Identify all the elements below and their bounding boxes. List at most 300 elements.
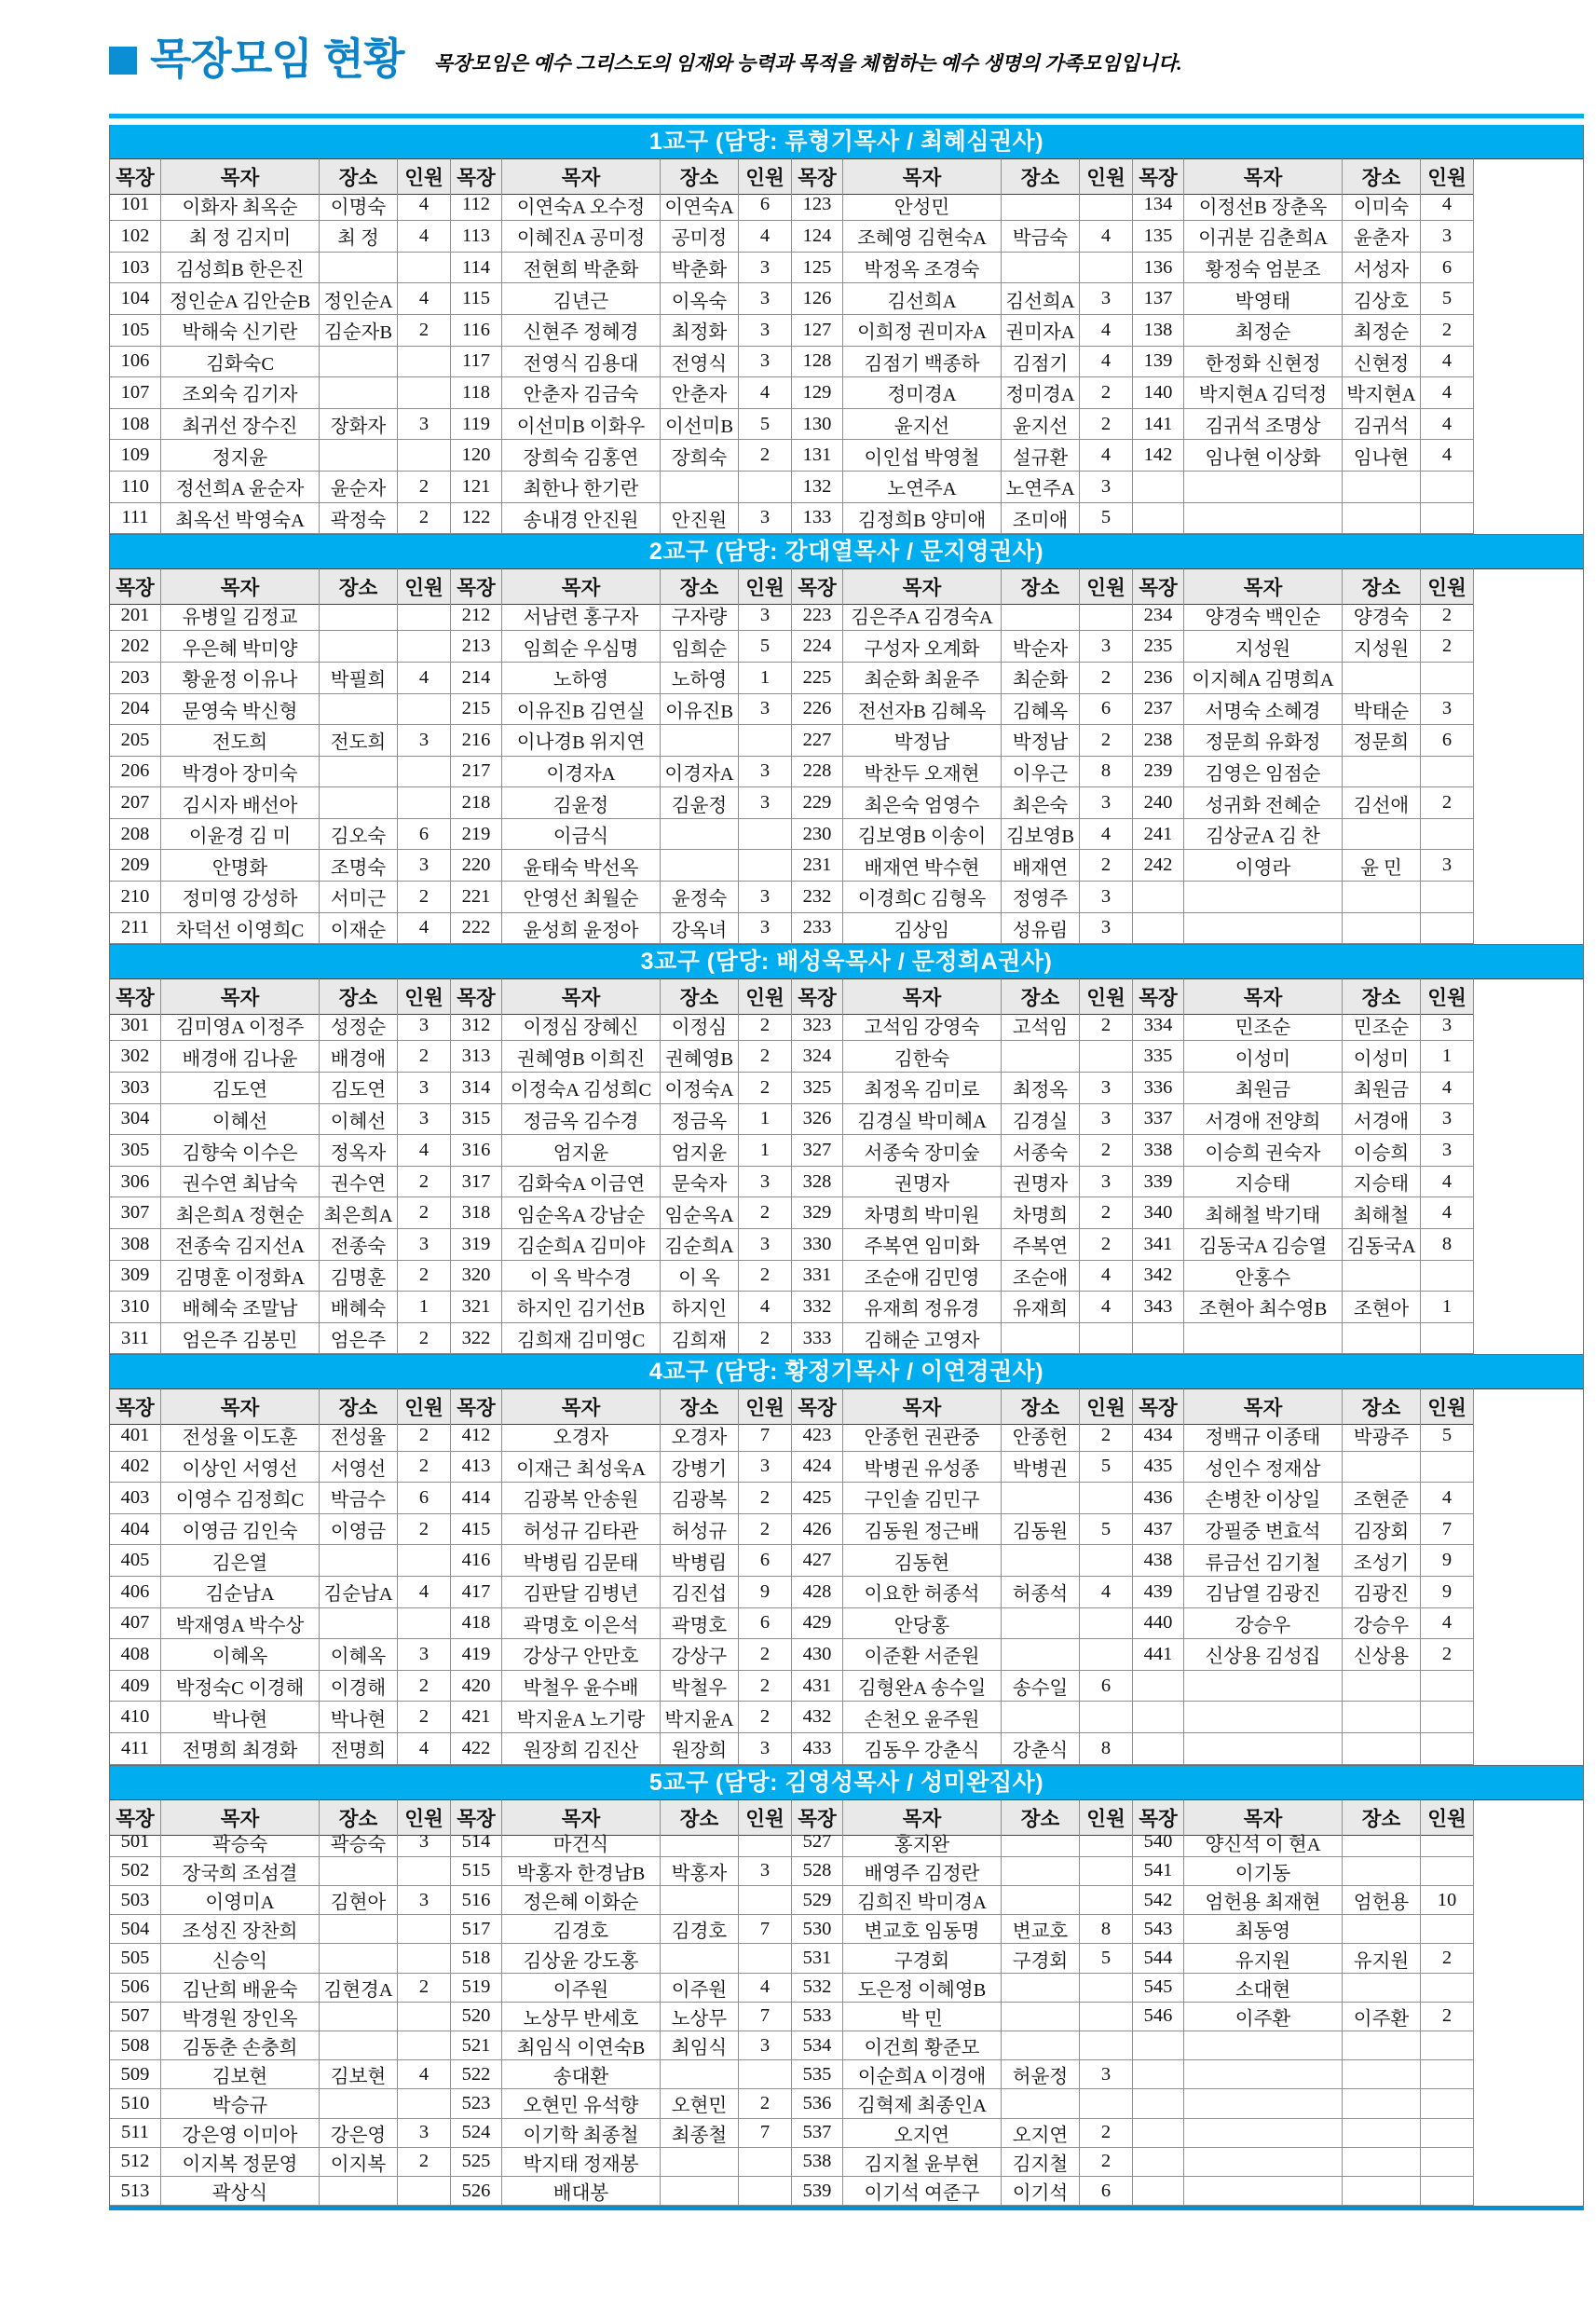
place-cell [1343,663,1421,694]
column-header-count-cell: 인원 [398,158,451,195]
count-cell [739,1828,792,1857]
place-cell [1002,1041,1080,1073]
mokjang-number-cell: 420 [451,1671,502,1702]
count-cell [1080,253,1133,284]
shepherd-names-cell: 김은주A 김경숙A [843,600,1002,632]
section-banner: 4교구 (담당: 황정기목사 / 이연경권사) [110,1355,1583,1388]
column-header-shepherd-names-cell: 목자 [843,1388,1002,1425]
mokjang-number-cell: 428 [792,1577,843,1608]
place-cell [320,347,398,378]
place-cell: 김경호 [661,1915,739,1944]
count-cell: 3 [398,1229,451,1261]
place-cell [661,1886,739,1915]
page-header [109,34,1584,110]
shepherd-names-cell: 박정남 [843,725,1002,757]
count-cell: 2 [1080,2119,1133,2148]
filler-cell [1474,158,1583,194]
mokjang-number-cell: 301 [110,1010,161,1042]
count-cell: 2 [1080,1010,1133,1042]
filler-cell [1474,663,1583,694]
shepherd-names-cell: 이나경B 위지연 [502,725,661,757]
mokjang-number-cell: 302 [110,1041,161,1073]
mokjang-number-cell: 212 [451,600,502,632]
place-cell [1343,2119,1421,2148]
mokjang-number-cell: 105 [110,315,161,347]
count-cell [398,440,451,472]
shepherd-names-cell [1184,2148,1343,2177]
place-cell: 강병기 [661,1452,739,1484]
count-cell [398,600,451,632]
shepherd-names-cell: 정미경A [843,377,1002,409]
column-header-shepherd-names-cell: 목자 [502,158,661,195]
place-cell [320,2177,398,2206]
count-cell: 4 [398,2060,451,2089]
count-cell: 2 [739,1073,792,1104]
place-cell: 조현아 [1343,1292,1421,1323]
mokjang-number-cell: 142 [1133,440,1184,472]
mokjang-number-cell: 505 [110,1944,161,1973]
mokjang-number-cell: 545 [1133,1974,1184,2003]
mokjang-number-cell: 434 [1133,1420,1184,1452]
place-cell: 허종석 [1002,1577,1080,1608]
place-cell [1002,1545,1080,1577]
filler-cell [1474,1944,1583,1973]
place-cell: 공미정 [661,221,739,253]
place-cell: 강은영 [320,2119,398,2148]
column-header-mokjang-number-cell: 목장 [110,1799,161,1836]
shepherd-names-cell: 이영금 김인숙 [161,1514,320,1546]
place-cell [320,1857,398,1886]
shepherd-names-cell: 김광복 안송원 [502,1483,661,1514]
place-cell [1002,1483,1080,1514]
count-cell: 3 [1080,913,1133,945]
place-cell: 강상구 [661,1639,739,1671]
section-table [110,568,1583,944]
count-cell [1421,1671,1474,1702]
place-cell: 김오숙 [320,819,398,851]
filler-cell [1474,978,1583,1014]
place-cell: 강춘식 [1002,1733,1080,1765]
section-1 [109,125,1584,535]
column-header-mokjang-number-cell: 목장 [792,158,843,195]
shepherd-names-cell: 변교호 임동명 [843,1915,1002,1944]
mokjang-number-cell: 339 [1133,1167,1184,1198]
column-header-count-cell: 인원 [739,158,792,195]
shepherd-names-cell: 박 민 [843,2003,1002,2031]
shepherd-names-cell: 노연주A [843,472,1002,503]
column-header-count-cell: 인원 [1080,978,1133,1015]
mokjang-number-cell: 546 [1133,2003,1184,2031]
shepherd-names-cell: 이주원 [502,1974,661,2003]
shepherd-names-cell: 주복연 임미화 [843,1229,1002,1261]
mokjang-number-cell: 539 [792,2177,843,2206]
count-cell: 3 [1080,283,1133,315]
count-cell: 4 [398,221,451,253]
column-header-count-cell: 인원 [1421,158,1474,195]
mokjang-number-cell: 117 [451,347,502,378]
mokjang-number-cell: 234 [1133,600,1184,632]
section-3 [109,945,1584,1355]
mokjang-number-cell: 504 [110,1915,161,1944]
shepherd-names-cell: 김미영A 이정주 [161,1010,320,1042]
column-header-count-cell: 인원 [398,1799,451,1836]
shepherd-names-cell: 한정화 신현정 [1184,347,1343,378]
count-cell [1421,819,1474,851]
count-cell [1080,2089,1133,2118]
mokjang-number-cell: 425 [792,1483,843,1514]
place-cell: 박철우 [661,1671,739,1702]
count-cell: 6 [398,819,451,851]
place-cell: 배재연 [1002,850,1080,882]
shepherd-names-cell: 권명자 [843,1167,1002,1198]
mokjang-number-cell: 141 [1133,409,1184,441]
filler-cell [1474,221,1583,253]
shepherd-names-cell: 임나현 이상화 [1184,440,1343,472]
count-cell [1421,1261,1474,1292]
count-cell: 5 [739,631,792,663]
shepherd-names-cell: 유지원 [1184,1944,1343,1973]
place-cell [1343,1671,1421,1702]
shepherd-names-cell: 엄은주 김봉민 [161,1323,320,1355]
mokjang-number-cell: 201 [110,600,161,632]
shepherd-names-cell: 서명숙 소혜경 [1184,694,1343,726]
count-cell: 4 [1080,221,1133,253]
mokjang-number-cell: 325 [792,1073,843,1104]
place-cell: 이미숙 [1343,190,1421,222]
count-cell [398,787,451,819]
mokjang-number-cell: 326 [792,1104,843,1136]
mokjang-number-cell: 441 [1133,1639,1184,1671]
count-cell: 3 [739,253,792,284]
shepherd-names-cell: 박경아 장미숙 [161,757,320,788]
count-cell [398,2003,451,2031]
column-header-shepherd-names-cell: 목자 [1184,978,1343,1015]
shepherd-names-cell: 배재연 박수현 [843,850,1002,882]
count-cell: 2 [398,1041,451,1073]
filler-cell [1474,1639,1583,1671]
count-cell [398,1545,451,1577]
place-cell [1002,2031,1080,2060]
mokjang-number-cell: 236 [1133,663,1184,694]
mokjang-number-cell: 432 [792,1702,843,1733]
section-table [110,978,1583,1354]
column-header-shepherd-names-cell: 목자 [161,568,320,605]
mokjang-number-cell: 534 [792,2031,843,2060]
place-cell: 최종철 [661,2119,739,2148]
mokjang-number-cell: 125 [792,253,843,284]
place-cell: 이정숙A [661,1073,739,1104]
place-cell: 정인순A [320,283,398,315]
place-cell [1343,503,1421,535]
count-cell: 5 [739,409,792,441]
place-cell: 이경자A [661,757,739,788]
mokjang-number-cell: 307 [110,1197,161,1229]
mokjang-number-cell: 102 [110,221,161,253]
place-cell: 구자량 [661,600,739,632]
count-cell: 3 [739,600,792,632]
shepherd-names-cell: 오현민 유석향 [502,2089,661,2118]
count-cell: 4 [1421,347,1474,378]
column-header-mokjang-number-cell: 목장 [451,158,502,195]
count-cell: 4 [1421,1483,1474,1514]
mokjang-number-cell: 544 [1133,1944,1184,1973]
shepherd-names-cell: 오경자 [502,1420,661,1452]
shepherd-names-cell: 서남련 홍구자 [502,600,661,632]
place-cell: 조명숙 [320,850,398,882]
filler-cell [1474,1323,1583,1355]
shepherd-names-cell: 김동춘 손충희 [161,2031,320,2060]
filler-cell [1474,787,1583,819]
mokjang-number-cell: 123 [792,190,843,222]
shepherd-names-cell: 강승우 [1184,1608,1343,1640]
shepherd-names-cell: 김순남A [161,1577,320,1608]
place-cell: 박나현 [320,1702,398,1733]
count-cell: 3 [398,1886,451,1915]
shepherd-names-cell: 김은열 [161,1545,320,1577]
mokjang-number-cell [1133,2089,1184,2118]
count-cell: 2 [739,1514,792,1546]
place-cell [320,600,398,632]
shepherd-names-cell [1184,2060,1343,2089]
column-header-count-cell: 인원 [398,568,451,605]
shepherd-names-cell: 최정옥 김미로 [843,1073,1002,1104]
shepherd-names-cell: 엄지윤 [502,1135,661,1167]
section-5 [109,1766,1584,2208]
place-cell: 이혜선 [320,1104,398,1136]
column-header-count-cell: 인원 [398,1388,451,1425]
place-cell: 김상호 [1343,283,1421,315]
count-cell [1080,1608,1133,1640]
column-header-mokjang-number-cell: 목장 [1133,978,1184,1015]
column-header-place-cell: 장소 [320,1799,398,1836]
count-cell: 3 [739,1452,792,1484]
count-cell [398,757,451,788]
mokjang-number-cell: 218 [451,787,502,819]
column-header-place-cell: 장소 [320,978,398,1015]
count-cell: 2 [398,1671,451,1702]
shepherd-names-cell [1184,1702,1343,1733]
shepherd-names-cell: 김동원 정근배 [843,1514,1002,1546]
mokjang-number-cell: 112 [451,190,502,222]
shepherd-names-cell: 김지철 윤부현 [843,2148,1002,2177]
shepherd-names-cell: 김화숙C [161,347,320,378]
mokjang-number-cell: 417 [451,1577,502,1608]
place-cell: 성정순 [320,1010,398,1042]
shepherd-names-cell: 최은숙 엄영수 [843,787,1002,819]
column-header-shepherd-names-cell: 목자 [843,978,1002,1015]
shepherd-names-cell: 박홍자 한경남B [502,1857,661,1886]
count-cell: 3 [739,1857,792,1886]
filler-cell [1474,1292,1583,1323]
place-cell: 최정화 [661,315,739,347]
place-cell: 박병림 [661,1545,739,1577]
column-header-mokjang-number-cell: 목장 [110,568,161,605]
place-cell: 권수연 [320,1167,398,1198]
mokjang-number-cell: 129 [792,377,843,409]
count-cell: 4 [398,1577,451,1608]
place-cell [1343,472,1421,503]
count-cell: 2 [1421,631,1474,663]
filler-cell [1474,1514,1583,1546]
count-cell: 5 [1080,1452,1133,1484]
column-header-place-cell: 장소 [320,158,398,195]
mokjang-number-cell: 519 [451,1974,502,2003]
shepherd-names-cell: 노상무 반세호 [502,2003,661,2031]
count-cell [1080,1702,1133,1733]
mokjang-number-cell [1133,1323,1184,1355]
shepherd-names-cell: 신승익 [161,1944,320,1973]
shepherd-names-cell: 이정심 장혜신 [502,1010,661,1042]
place-cell: 원장희 [661,1733,739,1765]
place-cell: 노하영 [661,663,739,694]
count-cell: 2 [398,1323,451,1355]
shepherd-names-cell: 안명화 [161,850,320,882]
count-cell: 3 [398,1010,451,1042]
shepherd-names-cell: 김경호 [502,1915,661,1944]
count-cell: 4 [1080,315,1133,347]
place-cell: 김순남A [320,1577,398,1608]
place-cell: 고석임 [1002,1010,1080,1042]
section-2 [109,535,1584,945]
column-header-count-cell: 인원 [739,1388,792,1425]
shepherd-names-cell: 배영주 김정란 [843,1857,1002,1886]
mokjang-number-cell: 331 [792,1261,843,1292]
mokjang-number-cell: 337 [1133,1104,1184,1136]
count-cell: 8 [1080,1915,1133,1944]
mokjang-number-cell: 210 [110,882,161,913]
mokjang-number-cell: 527 [792,1828,843,1857]
shepherd-names-cell: 전성율 이도훈 [161,1420,320,1452]
mokjang-number-cell: 128 [792,347,843,378]
page-title: 목장모임 현황 [150,34,404,83]
column-header-mokjang-number-cell: 목장 [451,568,502,605]
place-cell [1343,1261,1421,1292]
shepherd-names-cell [1184,503,1343,535]
count-cell: 2 [398,1452,451,1484]
place-cell: 윤춘자 [1343,221,1421,253]
place-cell: 박순자 [1002,631,1080,663]
mokjang-number-cell: 133 [792,503,843,535]
count-cell: 3 [739,913,792,945]
place-cell: 박지현A [1343,377,1421,409]
mokjang-number-cell: 410 [110,1702,161,1733]
mokjang-number-cell: 231 [792,850,843,882]
count-cell: 4 [1421,1167,1474,1198]
count-cell [1080,2003,1133,2031]
count-cell: 3 [739,315,792,347]
shepherd-names-cell: 하지인 김기선B [502,1292,661,1323]
mokjang-number-cell [1133,1733,1184,1765]
mokjang-number-cell: 503 [110,1886,161,1915]
count-cell [1080,1828,1133,1857]
filler-cell [1474,1857,1583,1886]
place-cell: 조성기 [1343,1545,1421,1577]
shepherd-names-cell: 김시자 배선아 [161,787,320,819]
count-cell: 1 [1421,1041,1474,1073]
place-cell: 유지원 [1343,1944,1421,1973]
mokjang-number-cell: 501 [110,1828,161,1857]
column-header-place-cell: 장소 [661,568,739,605]
count-cell [1080,2031,1133,2060]
count-cell: 9 [1421,1577,1474,1608]
column-header-place-cell: 장소 [320,568,398,605]
place-cell: 김보현 [320,2060,398,2089]
count-cell [1421,1323,1474,1355]
mokjang-number-cell: 126 [792,283,843,315]
mokjang-number-cell: 506 [110,1974,161,2003]
place-cell: 이주원 [661,1974,739,2003]
count-cell: 2 [1080,2148,1133,2177]
count-cell: 5 [1080,1514,1133,1546]
mokjang-number-cell [1133,2060,1184,2089]
count-cell [739,725,792,757]
filler-cell [1474,1010,1583,1042]
count-cell: 2 [398,1974,451,2003]
place-cell: 박금수 [320,1483,398,1514]
shepherd-names-cell: 정인순A 김안순B [161,283,320,315]
shepherd-names-cell: 강은영 이미아 [161,2119,320,2148]
filler-cell [1474,1915,1583,1944]
mokjang-number-cell: 323 [792,1010,843,1042]
mokjang-number-cell: 213 [451,631,502,663]
mokjang-number-cell: 529 [792,1886,843,1915]
mokjang-number-cell: 207 [110,787,161,819]
shepherd-names-cell: 이준환 서준원 [843,1639,1002,1671]
shepherd-names-cell: 최 정 김지미 [161,221,320,253]
mokjang-number-cell: 204 [110,694,161,726]
place-cell: 정영주 [1002,882,1080,913]
mokjang-number-cell: 137 [1133,283,1184,315]
place-cell: 조현준 [1343,1483,1421,1514]
shepherd-names-cell: 손병찬 이상일 [1184,1483,1343,1514]
count-cell: 3 [1080,631,1133,663]
count-cell: 2 [398,1514,451,1546]
shepherd-names-cell: 노하영 [502,663,661,694]
place-cell [1002,1323,1080,1355]
mokjang-number-cell: 431 [792,1671,843,1702]
place-cell [320,1608,398,1640]
mokjang-number-cell: 114 [451,253,502,284]
place-cell: 정금옥 [661,1104,739,1136]
place-cell [1343,1915,1421,1944]
shepherd-names-cell: 배경애 김나윤 [161,1041,320,1073]
mokjang-number-cell: 341 [1133,1229,1184,1261]
count-cell: 1 [739,1135,792,1167]
shepherd-names-cell: 최정순 [1184,315,1343,347]
count-cell: 6 [1421,253,1474,284]
place-cell: 이선미B [661,409,739,441]
count-cell [739,1944,792,1973]
place-cell: 오현민 [661,2089,739,2118]
column-header-shepherd-names-cell: 목자 [161,978,320,1015]
place-cell: 이성미 [1343,1041,1421,1073]
column-header-shepherd-names-cell: 목자 [502,978,661,1015]
mokjang-number-cell: 413 [451,1452,502,1484]
count-cell: 4 [1421,440,1474,472]
count-cell [739,2177,792,2206]
count-cell: 2 [1421,1639,1474,1671]
shepherd-names-cell: 이정선B 장춘옥 [1184,190,1343,222]
count-cell [1421,2089,1474,2118]
place-cell: 김현아 [320,1886,398,1915]
filler-cell [1474,1608,1583,1640]
count-cell: 2 [398,882,451,913]
shepherd-names-cell: 전현희 박춘화 [502,253,661,284]
mokjang-number-cell: 225 [792,663,843,694]
shepherd-names-cell: 최임식 이연숙B [502,2031,661,2060]
shepherd-names-cell: 구경회 [843,1944,1002,1973]
mokjang-number-cell: 340 [1133,1197,1184,1229]
